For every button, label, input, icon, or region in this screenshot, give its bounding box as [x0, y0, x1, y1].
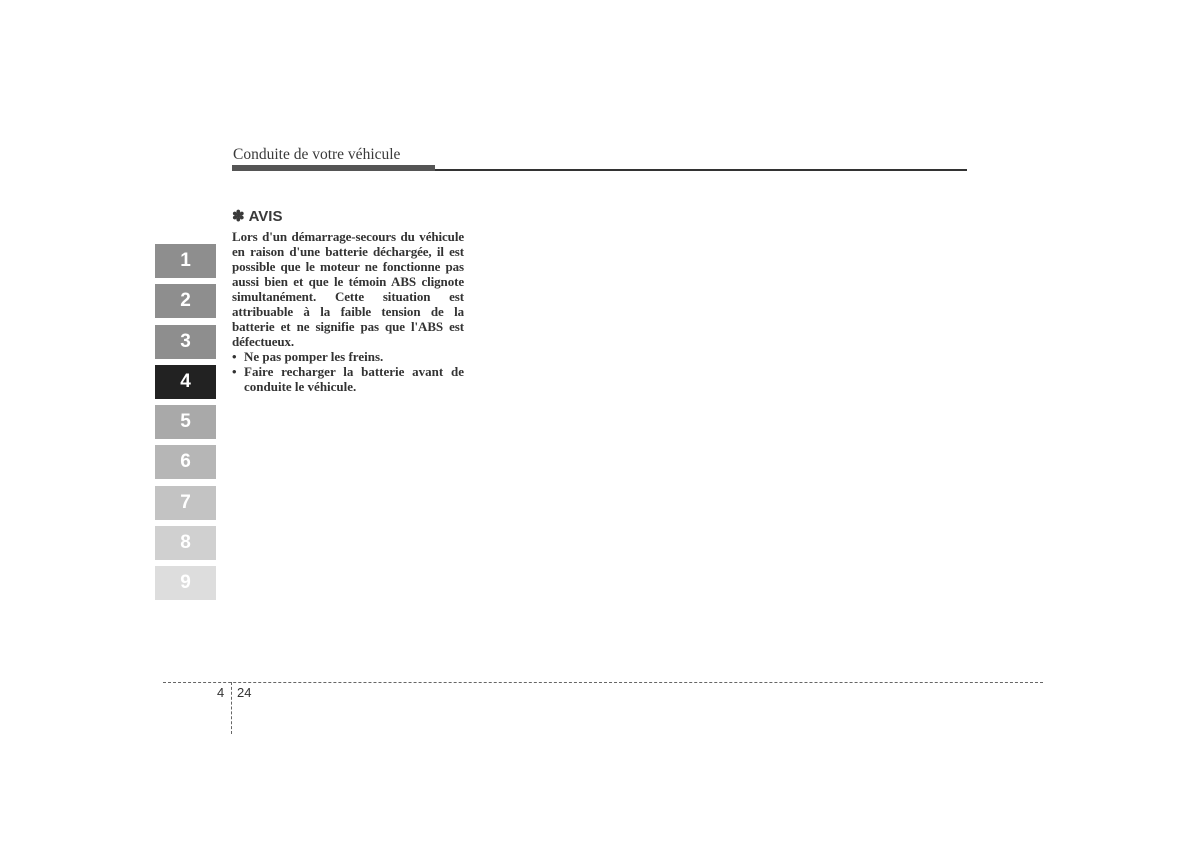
bullet-text: Ne pas pomper les freins. — [244, 349, 384, 364]
bullet-icon: • — [232, 349, 237, 364]
list-item — [232, 349, 464, 364]
chapter-tab-6[interactable]: 6 — [155, 445, 216, 479]
bullet-icon: • — [232, 364, 237, 379]
notice-heading — [232, 207, 464, 225]
chapter-tab-8[interactable]: 8 — [155, 526, 216, 560]
bullet-text: Faire recharger la batterie avant de conduite le véhicule. — [244, 364, 464, 394]
header-rule — [435, 169, 967, 171]
notice-bullet-list — [232, 349, 464, 394]
chapter-tab-1[interactable]: 1 — [155, 244, 216, 278]
chapter-tab-3[interactable]: 3 — [155, 325, 216, 359]
chapter-tab-9[interactable]: 9 — [155, 566, 216, 600]
footer-divider — [231, 682, 232, 734]
chapter-tabs — [155, 244, 216, 606]
chapter-tab-7[interactable]: 7 — [155, 486, 216, 520]
chapter-tab-2[interactable]: 2 — [155, 284, 216, 318]
header-rule-accent — [232, 165, 435, 171]
page-number: 24 — [237, 685, 252, 700]
notice-asterisk-icon: ✽ — [232, 208, 245, 225]
chapter-tab-4[interactable]: 4 — [155, 365, 216, 399]
footer-rule — [163, 682, 1043, 683]
page-chapter-number: 4 — [217, 685, 225, 700]
section-title: Conduite de votre véhicule — [233, 146, 401, 163]
chapter-tab-5[interactable]: 5 — [155, 405, 216, 439]
notice-body: Lors d'un démarrage-secours du véhicule en raison d'une batterie déchargée, il est possible que le moteur ne fonctionne pas aussi bien et que le témoin ABS clignote simultanément. Cette situation est attribuable à la faible tension de la batterie et ne signifie pas que l'ABS est défectueux. — [232, 229, 464, 349]
list-item — [232, 364, 464, 394]
notice-block — [232, 207, 464, 394]
notice-heading-text: AVIS — [248, 208, 283, 225]
